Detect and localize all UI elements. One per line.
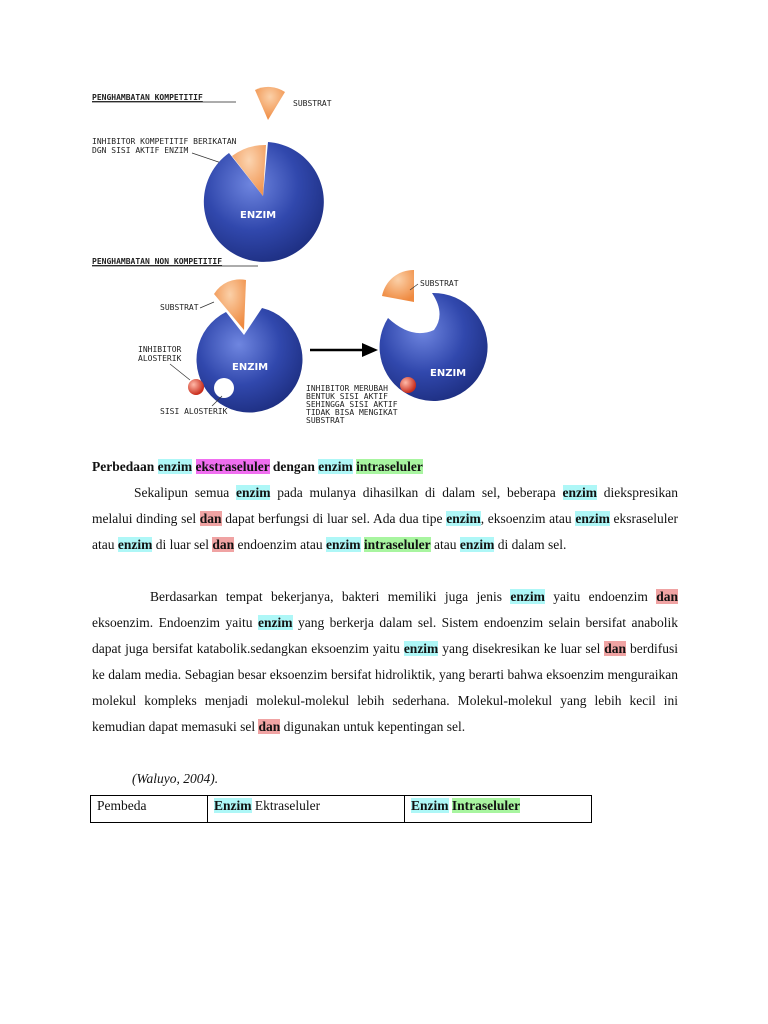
- allosteric-site-notch: [214, 378, 234, 398]
- paragraph-text: Berdasarkan tempat bekerjanya, bakteri memiliki juga jenis: [150, 589, 511, 604]
- paragraph-text: yaitu endoenzim: [544, 589, 657, 604]
- inhibitor-change-label-4: TIDAK BISA MENGIKAT: [306, 408, 398, 417]
- inhibitor-change-label-5: SUBSTRAT: [306, 416, 345, 425]
- highlight-dan: dan: [604, 641, 627, 656]
- paragraph-text: yang berkerja dalam sel. Sistem endoenzim selain bersifat anabolik dapat juga bersifat katabolik.sedangkan eksoenzim yaitu: [92, 615, 678, 656]
- table-row: [91, 796, 592, 823]
- highlight-intraseluler: intraseluler: [363, 537, 431, 552]
- heading-highlight-enzim: enzim: [318, 459, 353, 474]
- highlight-enzim: enzim: [326, 537, 361, 552]
- noncompetitive-title: PENGHAMBATAN NON KOMPETITIF: [92, 257, 223, 266]
- paragraph-text: yang disekresikan ke luar sel: [438, 641, 605, 656]
- paragraph-text: Sekalipun semua: [134, 485, 236, 500]
- substrat-label-3: SUBSTRAT: [420, 279, 459, 288]
- heading-word: dengan: [272, 459, 315, 474]
- table-cell-ekstraseluler: [208, 796, 405, 823]
- paragraph-text: eksoenzim. Endoenzim yaitu: [92, 615, 258, 630]
- arrow-icon: [362, 343, 378, 357]
- inhibitor-competitive-label-2: DGN SISI AKTIF ENZIM: [92, 146, 189, 155]
- inhibitor-alosterik-label-2: ALOSTERIK: [138, 354, 182, 363]
- section-heading: [92, 454, 678, 480]
- enzim-label-1: ENZIM: [240, 210, 277, 221]
- sisi-alosterik-label: SISI ALOSTERIK: [160, 407, 228, 416]
- enzyme-inhibition-diagram: [0, 0, 768, 440]
- highlight-enzim: enzim: [510, 589, 545, 604]
- heading-highlight-ekstraseluler: ekstraseluler: [195, 459, 270, 474]
- paragraph-text: di dalam sel.: [494, 537, 567, 552]
- allosteric-inhibitor-2: [400, 377, 416, 393]
- enzim-label-3: ENZIM: [430, 368, 467, 379]
- highlight-enzim: enzim: [117, 537, 153, 552]
- inhibitor-change-label-1: INHIBITOR MERUBAH: [306, 384, 388, 393]
- table-header-text: Pembeda: [97, 798, 147, 813]
- table-header-text: Ektraseluler: [251, 798, 321, 813]
- highlight-enzim: enzim: [235, 485, 271, 500]
- highlight-intraseluler: Intraseluler: [451, 798, 521, 813]
- inhibitor-change-label-3: SEHINGGA SISI AKTIF: [306, 400, 398, 409]
- inhibitor-alosterik-label-1: INHIBITOR: [138, 345, 182, 354]
- paragraph-2: [92, 584, 678, 740]
- paragraph-text: di luar sel: [152, 537, 213, 552]
- highlight-enzim: enzim: [459, 537, 495, 552]
- comparison-table: [90, 795, 592, 823]
- substrat-label-1: SUBSTRAT: [293, 99, 332, 108]
- paragraph-text: berdifusi ke dalam media. Sebagian besar eksoenzim bersifat hidroliktik, yang berarti bahwa eksoenzim menguraikan molekul kompleks menjadi molekul-molekul lebih sederhana. Molekul-molekul yang lebih kecil ini kemudian dapat memasuki sel: [92, 641, 678, 734]
- paragraph-text: eksraseluler atau: [92, 511, 678, 552]
- highlight-enzim: enzim: [258, 615, 293, 630]
- paragraph-text: , eksoenzim atau: [480, 511, 576, 526]
- heading-highlight-intraseluler: intraseluler: [356, 459, 423, 474]
- paragraph-1: [92, 480, 678, 558]
- highlight-dan: dan: [199, 511, 222, 526]
- substrate-shape-3: [382, 270, 414, 302]
- paragraph-text: dapat berfungsi di luar sel. Ada dua tipe: [221, 511, 447, 526]
- paragraph-text: atau: [430, 537, 460, 552]
- substrate-shape-1: [255, 87, 285, 120]
- highlight-dan: dan: [212, 537, 235, 552]
- highlight-enzim: Enzim: [411, 798, 449, 813]
- highlight-enzim: enzim: [446, 511, 481, 526]
- highlight-enzim: Enzim: [214, 798, 252, 813]
- enzim-label-2: ENZIM: [232, 362, 269, 373]
- table-cell-pembeda: [91, 796, 208, 823]
- allosteric-inhibitor-1: [188, 379, 204, 395]
- paragraph-text: digunakan untuk kepentingan sel.: [280, 719, 466, 734]
- heading-highlight-enzim: enzim: [157, 459, 193, 474]
- highlight-dan: dan: [656, 589, 678, 604]
- inhibitor-competitive-label-1: INHIBITOR KOMPETITIF BERIKATAN: [92, 137, 237, 146]
- heading-word: Perbedaan: [92, 459, 155, 474]
- table-cell-intraseluler: [405, 796, 592, 823]
- paragraph-text: endoenzim atau: [234, 537, 326, 552]
- inhibitor-change-label-2: BENTUK SISI AKTIF: [306, 392, 388, 401]
- paragraph-text: pada mulanya dihasilkan di dalam sel, beberapa: [270, 485, 563, 500]
- enzyme-shape-3: [380, 293, 488, 401]
- highlight-enzim: enzim: [562, 485, 598, 500]
- paragraph-text: diekspresikan melalui dinding sel: [92, 485, 678, 526]
- substrat-label-2: SUBSTRAT: [160, 303, 199, 312]
- competitive-title: PENGHAMBATAN KOMPETITIF: [92, 93, 203, 102]
- enzyme-shape-2: [197, 308, 303, 413]
- citation: (Waluyo, 2004).: [132, 771, 219, 786]
- highlight-dan: dan: [258, 719, 281, 734]
- highlight-enzim: enzim: [403, 641, 439, 656]
- highlight-enzim: enzim: [575, 511, 610, 526]
